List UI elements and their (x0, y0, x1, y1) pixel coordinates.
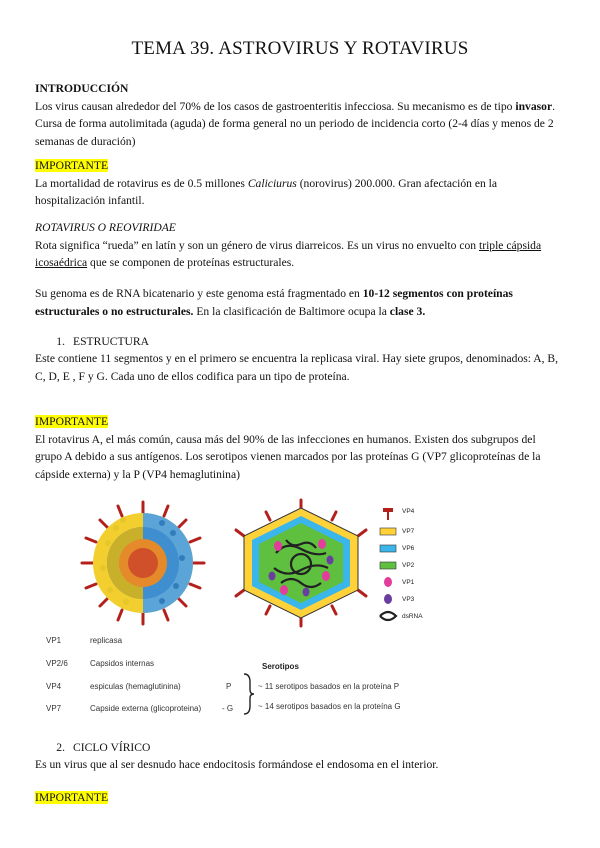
important-1-text-1: La mortalidad de rotavirus es de 0.5 millones (35, 176, 248, 190)
legend-vp2: VP2 (402, 562, 415, 569)
genome-paragraph (35, 285, 565, 320)
rotavirus-paragraph (35, 219, 565, 272)
page-title: TEMA 39. ASTROVIRUS Y ROTAVIRUS (131, 38, 469, 59)
row-3-tag: P (226, 682, 232, 691)
important-3-paragraph (35, 789, 565, 807)
section-1-number: 1. (56, 335, 65, 348)
rotavirus-text-1: Rota significa “rueda” en latín y son un género de virus diarreicos. Es un virus no envuelto con (35, 238, 479, 252)
legend-swatches (378, 506, 398, 636)
important-2-label: IMPORTANTE (35, 415, 109, 428)
important-2-paragraph (35, 413, 565, 483)
rotavirus-figure (78, 498, 528, 628)
legend-vp7: VP7 (402, 528, 415, 535)
row-1-desc: replicasa (90, 636, 123, 645)
legend-vp6: VP6 (402, 545, 415, 552)
section-2-heading (35, 739, 565, 757)
important-1-paragraph (35, 157, 565, 210)
section-2-title: CICLO VÍRICO (73, 741, 151, 754)
row-2-desc: Capsidos internas (90, 659, 155, 668)
intro-text-2: . Cursa de forma autolimitada (aguda) de forma general no un periodo de incidencia corto (2-4 días y menos de 2 semanas de duración) (35, 99, 555, 148)
rotavirus-underline: triple cápsida icosaédrica (35, 238, 542, 269)
important-1-label: IMPORTANTE (35, 159, 109, 172)
serotipo-g: ~ 14 serotipos basados en la proteína G (258, 702, 401, 711)
intro-text-1: Los virus causan alrededor del 70% de los casos de gastroenteritis infecciosa. Su mecanismo es de tipo (35, 99, 516, 113)
section-1-title: ESTRUCTURA (73, 335, 150, 348)
intro-bold-invasor: invasor (515, 99, 553, 113)
serotipos-title: Serotipos (262, 662, 299, 671)
intro-heading: INTRODUCCIÓN (35, 82, 129, 95)
important-2-text: El rotavirus A, el más común, causa más del 90% de las infecciones en humanos. Existen dos subgrupos del grupo A debido a sus antígenos. Los serotipos vienen marcados por las proteínas G (VP7 glicoproteínas de la cápside externa) y la P (VP4 hemaglutinina) (35, 432, 541, 481)
rotavirus-schematic (226, 498, 376, 628)
genome-text-2: En la clasificación de Baltimore ocupa la (193, 304, 390, 318)
legend-vp1: VP1 (402, 579, 415, 586)
serotipo-p: ~ 11 serotipos basados en la proteína P (258, 682, 400, 691)
row-4-desc: Capside externa (glicoproteina) (90, 704, 202, 713)
important-1-italic: Caliciurus (247, 176, 297, 190)
brace-icon (242, 672, 256, 716)
legend-vp3: VP3 (402, 596, 415, 603)
vp3-swatch (384, 594, 392, 604)
vp2-swatch (380, 562, 396, 569)
row-3-desc: espiculas (hemaglutinina) (90, 682, 181, 691)
rotavirus-text-2: que se componen de proteínas estructurales. (87, 256, 295, 269)
vp6-swatch (380, 545, 396, 552)
vp7-swatch (380, 528, 396, 535)
genome-bold-1: 10-12 segmentos con proteínas estructurales o no estructurales. (35, 287, 513, 318)
section-2-number: 2. (56, 741, 65, 754)
rotavirus-3d-image (78, 498, 208, 628)
row-4-code: VP7 (46, 704, 62, 713)
legend-vp4: VP4 (402, 508, 415, 515)
vp1-swatch (384, 577, 392, 587)
section-2-paragraph: Es un virus que al ser desnudo hace endocitosis formándose el endosoma en el interior. (35, 758, 439, 771)
genome-text-1: Su genoma es de RNA bicatenario y este genoma está fragmentado en (35, 287, 363, 300)
rotavirus-heading: ROTAVIRUS O REOVIRIDAE (35, 221, 176, 234)
important-1-text-2: (norovirus) 200.000. Gran afectación en la hospitalización infantil. (35, 176, 498, 207)
genome-bold-2: clase 3. (389, 304, 426, 318)
row-3-code: VP4 (46, 682, 62, 691)
row-1-code: VP1 (46, 636, 62, 645)
intro-paragraph (35, 80, 565, 150)
section-1-paragraph: Este contiene 11 segmentos y en el primero se encuentra la replicasa viral. Hay siete grupos, denominados: A, B, C, D, E , F y G. Cada uno de ellos codifica para un tipo de proteína. (35, 352, 559, 383)
legend-dsrna: dsRNA (402, 613, 423, 620)
dsrna-swatch (380, 612, 396, 620)
row-4-tag: - G (222, 704, 234, 713)
protein-table (40, 632, 500, 722)
section-1-heading (35, 333, 565, 351)
important-3-label: IMPORTANTE (35, 791, 109, 804)
vp4-swatch (383, 508, 393, 520)
row-2-code: VP2/6 (46, 659, 68, 668)
